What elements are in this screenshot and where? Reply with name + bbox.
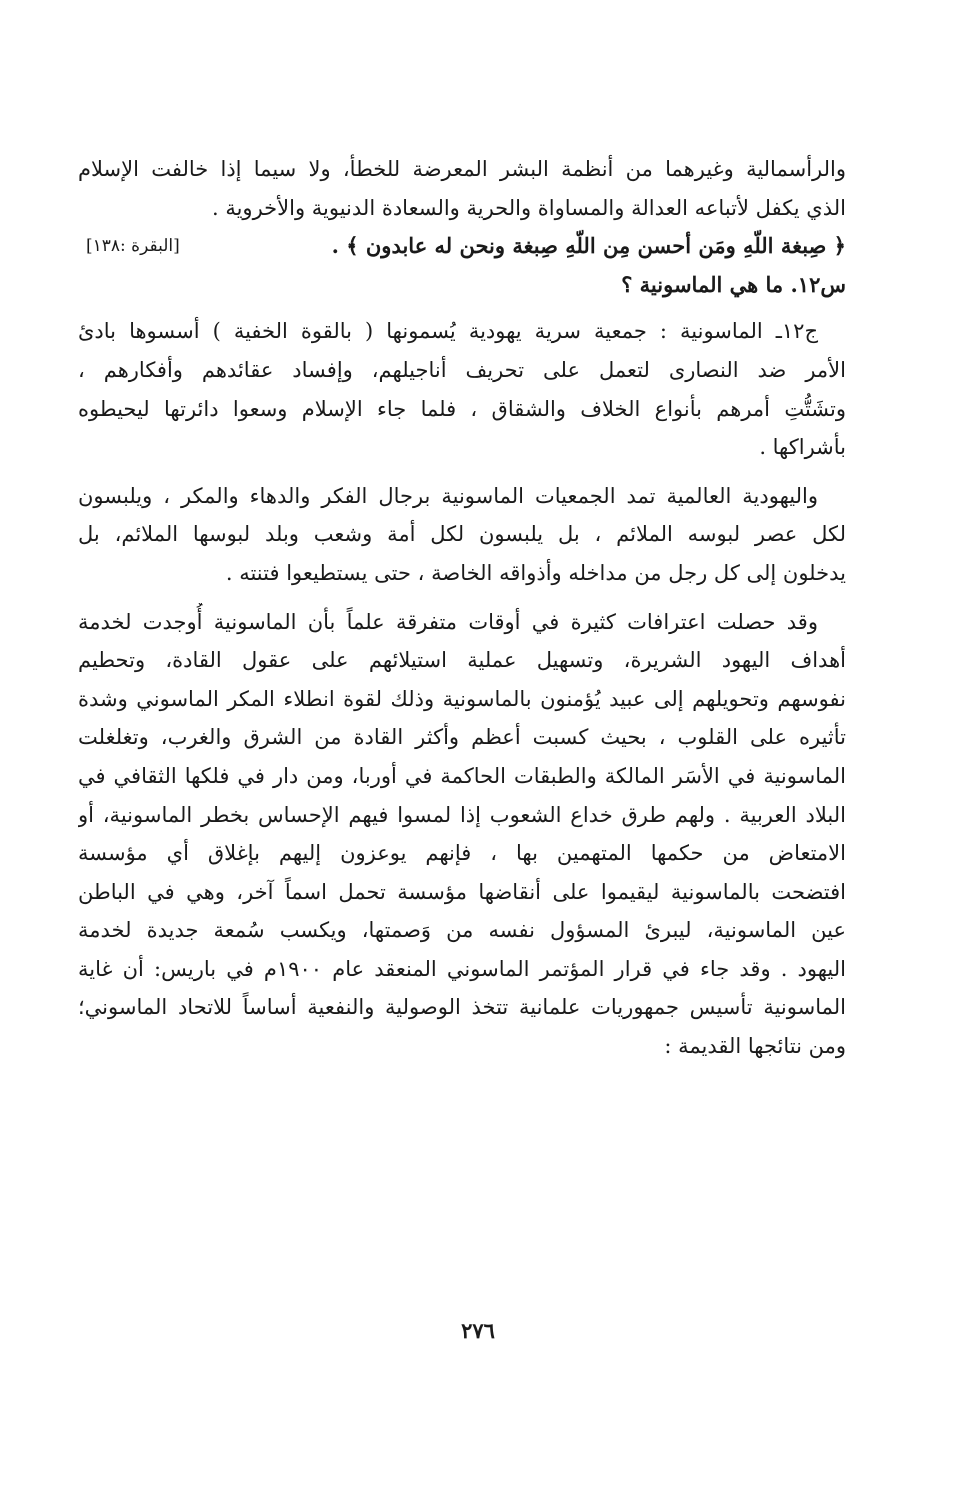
body-line: الذي يكفل لأتباعه العدالة والمساواة والحرية والسعادة الدنيوية والأخروية . [211,195,846,220]
verse-text: ﴿ صِبغة اللّهِ ومَن أحسن مِن اللّهِ صِبغة ونحن له عابدون ﴾ . [331,233,846,259]
quran-verse [78,227,846,266]
body-line: وقد حصلت اعترافات كثيرة في أوقات متفرقة علماً بأن الماسونية أُوجدت لخدمة [78,609,818,634]
answer-paragraph [78,477,846,593]
body-line: وتشَتُّتِ أمرهم بأنواع الخلاف والشقاق ، فلما جاء الإسلام وسعوا دائرتها ليحيطوه [78,396,846,421]
body-line: افتضحت بالماسونية ليقيموا على أنقاضها مؤسسة تحمل اسماً آخر، وهي في الباطن [78,879,846,904]
body-line: الماسونية في الأسَر المالكة والطبقات الحاكمة في أوربا، ومن دار في فلكها الثقافي في [78,763,846,788]
body-line: الأمر ضد النصارى لتعمل على تحريف أناجيلهم، وإفساد عقائدهم وأفكارهم ، [78,357,846,382]
body-line: لكل عصر لبوسه الملائم ، بل يلبسون لكل أمة وشعب وبلد لبوسها الملائم، بل [78,522,846,547]
body-line: الامتعاض من حكمها المتهمين بها ، فإنهم يوعزون إليهم بإغلاق أي مؤسسة [78,841,846,866]
body-line: والرأسمالية وغيرهما من أنظمة البشر المعرضة للخطأ، ولا سيما إذا خالفت الإسلام [78,157,846,181]
body-line: أهداف اليهود الشريرة، وتسهيل عملية استيلائهم على عقول القادة، وتحطيم [78,648,846,673]
body-line: ج١٢ـ الماسونية : جمعية سرية يهودية يُسمونها ( بالقوة الخفية ) أسسوها بادئ [78,319,818,344]
body-line: البلاد العربية . ولهم طرق خداع الشعوب إذا لمسوا فيهم الإحساس بخطر الماسونية، أو [78,802,846,827]
body-line: يدخلون إلى كل رجل من مداخله وأذواقه الخاصة ، حتى يستطيعوا فتنته . [225,560,846,585]
body-line: عين الماسونية، ليبرئ المسؤول نفسه من وَصمتها، ويكسب سُمعة جديدة لخدمة [78,918,846,943]
body-line: نفوسهم وتحويلهم إلى عبيد يُؤمنون بالماسونية وذلك لقوة انطلاء المكر الماسوني وشدة [78,686,846,711]
question-heading: س١٢. ما هي الماسونية ؟ [621,271,846,297]
body-line: واليهودية العالمية تمد الجمعيات الماسونية برجال الفكر والدهاء والمكر ، ويلبسون [78,483,818,508]
body-line: اليهود . وقد جاء في قرار المؤتمر الماسوني المنعقد عام ١٩٠٠م في باريس: أن غاية [78,956,846,981]
answer-paragraph [78,312,846,466]
page-number: ٢٧٦ [461,1318,495,1343]
answer-paragraph [78,603,846,1066]
body-line: تأثيره على القلوب ، بحيث كسبت أعظم وأكثر القادة من الشرق والغرب، وتغلغلت [78,725,846,750]
body-line: بأشراكها . [759,435,846,460]
page-body [78,150,846,1066]
body-line: ومن نتائجها القديمة : [664,1034,846,1059]
body-line: الماسونية تأسيس جمهوريات علمانية تتخذ الوصولية والنفعية أساساً للاتحاد الماسوني؛ [78,995,846,1020]
verse-reference: [البقرة :١٣٨] [86,236,180,257]
